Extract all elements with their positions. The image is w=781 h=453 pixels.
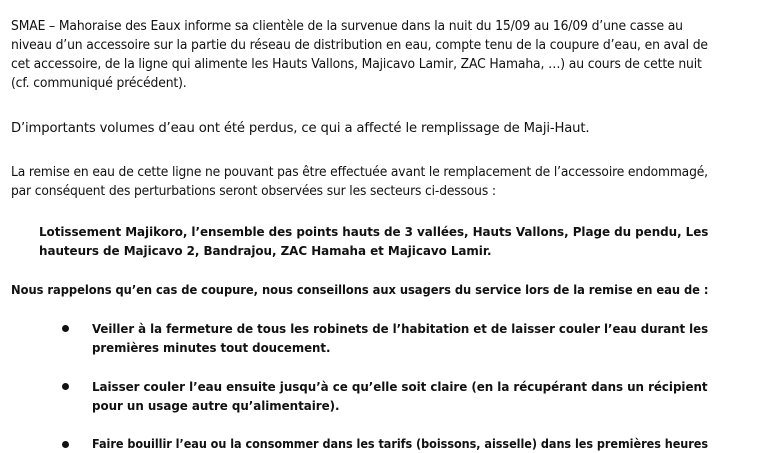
intro-line-4: (cf. communiqué précédent). xyxy=(11,76,187,91)
secteurs-paragraph xyxy=(39,222,745,260)
remise-line-1: La remise en eau de cette ligne ne pouvant pas être effectuée avant le remplacement de l’accessoire endommagé, xyxy=(11,165,708,180)
bullet-2-line-2: pour un usage autre qu’alimentaire). xyxy=(92,398,340,413)
bullet-1-line-2: premières minutes tout doucement. xyxy=(92,340,331,355)
remise-line-2: par conséquent des perturbations seront observées sur les secteurs ci-dessous : xyxy=(11,184,496,199)
secteurs-line-1: Lotissement Majikoro, l’ensemble des points hauts de 3 vallées, Hauts Vallons, Plage du pendu, Les xyxy=(39,224,709,239)
intro-line-2: niveau d’un accessoire sur la partie du réseau de distribution en eau, compte tenu de la coupure d’eau, en aval de xyxy=(11,38,708,53)
intro-paragraph xyxy=(11,17,754,93)
rappel-line-1: Nous rappelons qu’en cas de coupure, nous conseillons aux usagers du service lors de la remise en eau de : xyxy=(11,282,709,297)
bullet-1-icon xyxy=(62,325,69,332)
volumes-line-1: D’importants volumes d’eau ont été perdus, ce qui a affecté le remplissage de Maji-Haut. xyxy=(11,121,590,136)
bullet-3-text xyxy=(92,434,781,453)
bullet-2-text xyxy=(92,377,744,415)
bullet-3-icon xyxy=(62,441,69,448)
secteurs-line-2: hauteurs de Majicavo 2, Bandrajou, ZAC Hamaha et Majicavo Lamir. xyxy=(39,243,492,258)
volumes-paragraph xyxy=(11,119,589,138)
bullet-2-line-1: Laisser couler l’eau ensuite jusqu’à ce qu’elle soit claire (en la récupérant dans un récipient xyxy=(92,379,708,394)
bullet-1-line-1: Veiller à la fermeture de tous les robinets de l’habitation et de laisser couler l’eau durant les xyxy=(92,321,709,336)
intro-line-1: SMAE – Mahoraise des Eaux informe sa clientèle de la survenue dans la nuit du 15/09 au 16/09 d’une casse au xyxy=(11,19,683,34)
intro-line-3: cet accessoire, de la ligne qui alimente les Hauts Vallons, Majicavo Lamir, ZAC Hamaha, …) au cours de cette nuit xyxy=(11,57,702,72)
rappel-paragraph xyxy=(11,280,774,299)
bullet-1-text xyxy=(92,319,750,357)
bullet-2-icon xyxy=(62,383,69,390)
bullet-3-line-1: Faire bouillir l’eau ou la consommer dans les tarifs (boissons, aisselle) dans les premières heures xyxy=(92,436,709,451)
remise-paragraph xyxy=(11,163,759,201)
